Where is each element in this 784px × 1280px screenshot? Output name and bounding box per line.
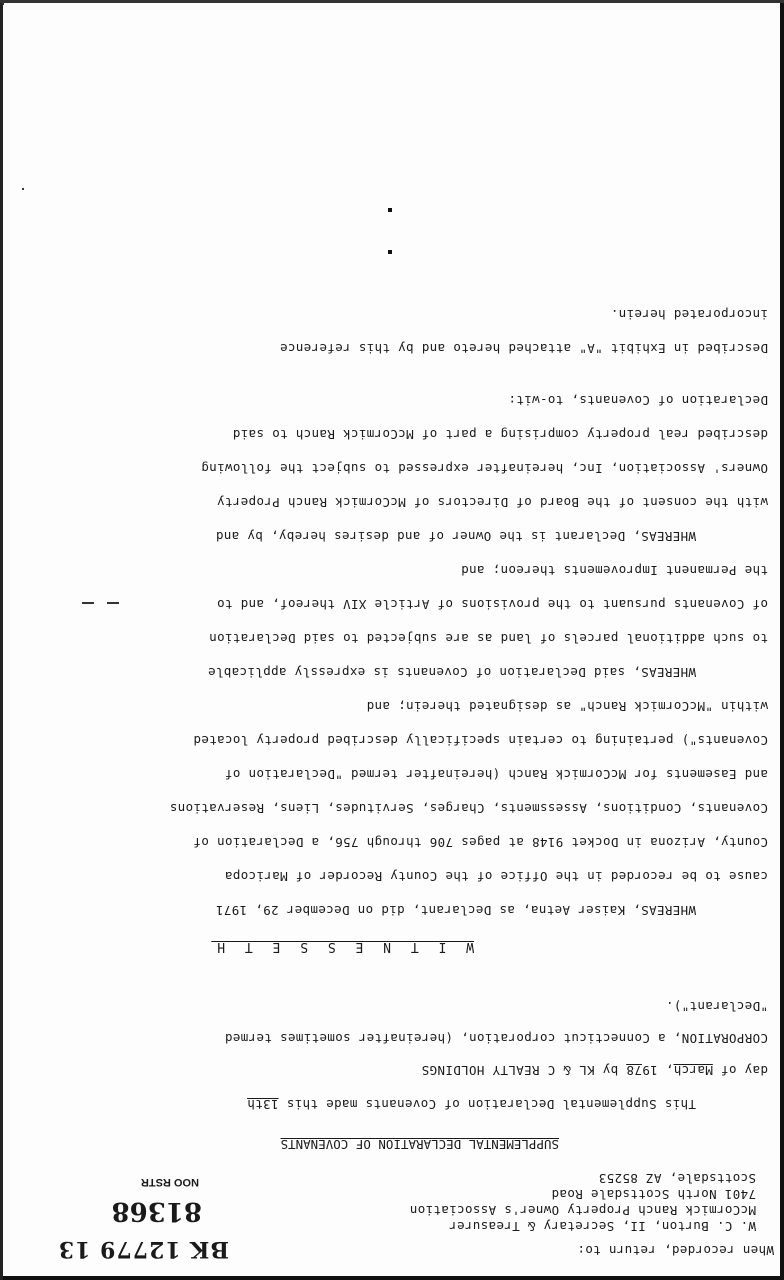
book-page-number: BK 12779 13 <box>57 1236 229 1262</box>
scan-border-left <box>780 0 784 1280</box>
intro-text-2c: by KL & C REALTY HOLDINGS <box>421 1063 619 1078</box>
instrument-number: 81368 <box>111 1196 202 1226</box>
document-title: SUPPLEMENTAL DECLARATION OF COVENANTS <box>280 1137 559 1152</box>
intro-line-3: CORPORATION, a Connecticut corporation, (hereinafter sometimes termed <box>224 1031 768 1046</box>
scan-dot <box>388 250 392 254</box>
body-line: Described in Exhibit "A" attached hereto and by this reference <box>279 341 768 356</box>
body-line: the Permanent Improvements thereon; and <box>460 563 768 578</box>
intro-line-2 <box>421 1063 768 1078</box>
scan-border-right <box>0 0 3 1280</box>
return-to-line: When recorded, return to: <box>577 1243 774 1258</box>
return-association-line: McCormick Ranch Property Owner's Association <box>409 1203 756 1218</box>
body-line: with the consent of the Board of Directors of McCormick Ranch Property <box>216 495 768 510</box>
body-line: Covenants, Conditions, Assessments, Charges, Servitudes, Liens, Reservations <box>169 801 768 816</box>
intro-month-field: March <box>673 1063 713 1078</box>
body-line: WHEREAS, Declarant is the Owner of and desires hereby, by and <box>215 529 696 544</box>
body-line: Covenants") pertaining to certain specifically described property located <box>193 733 768 748</box>
body-line: described real property comprising a part of McCormick Ranch to said <box>232 427 768 442</box>
scan-border-bottom <box>0 0 784 3</box>
body-line: County, Arizona in Docket 9148 at pages 706 through 756, a Declaration of <box>193 835 768 850</box>
body-line: incorporated herein. <box>610 307 768 322</box>
body-line: Declaration of Covenants, to-wit: <box>508 393 768 408</box>
witnesseth-heading: W I T N E S S E T H <box>211 939 474 954</box>
return-address-line: 7401 North Scottsdale Road <box>551 1187 756 1202</box>
scan-dot <box>388 208 392 212</box>
body-line: and Easements for McCormick Ranch (hereinafter termed "Declaration of <box>224 767 768 782</box>
intro-text-1: This Supplemental Declaration of Covenants made this <box>286 1097 696 1112</box>
intro-year-field: 78 <box>626 1063 642 1078</box>
recorder-stamp: NOO RSTR <box>140 1176 199 1188</box>
body-line: of Covenants pursuant to the provisions of Article XIV thereof, and to <box>216 597 768 612</box>
scan-mark <box>107 602 119 604</box>
scan-speck <box>2 3 4 5</box>
scan-border-top <box>0 1276 784 1280</box>
body-line: Owners' Association, Inc, hereinafter expressed to subject the following <box>200 461 768 476</box>
body-line: WHEREAS, Kaiser Aetna, as Declarant, did on December 29, 1971 <box>215 903 696 918</box>
body-line: within "McCormick Ranch" as designated therein; and <box>366 699 768 714</box>
intro-text-2b: , 19 <box>641 1063 674 1078</box>
return-name-line: W. C. Burton, II, Secretary & Treasurer <box>448 1219 756 1234</box>
intro-day-field: 13th <box>247 1097 279 1112</box>
intro-line-4: "Declarant"). <box>665 999 768 1014</box>
body-line: WHEREAS, said Declaration of Covenants is expressly applicable <box>207 665 696 680</box>
scan-speck <box>22 188 24 190</box>
intro-text-2a: day of <box>720 1063 768 1078</box>
scan-mark <box>82 602 94 604</box>
body-line: to such additional parcels of land as are subjected to said Declaration <box>208 631 768 646</box>
body-line: cause to be recorded in the Office of the County Recorder of Maricopa <box>224 869 768 884</box>
intro-line-1 <box>247 1097 696 1112</box>
return-city-line: Scottsdale, AZ 85253 <box>598 1171 756 1186</box>
